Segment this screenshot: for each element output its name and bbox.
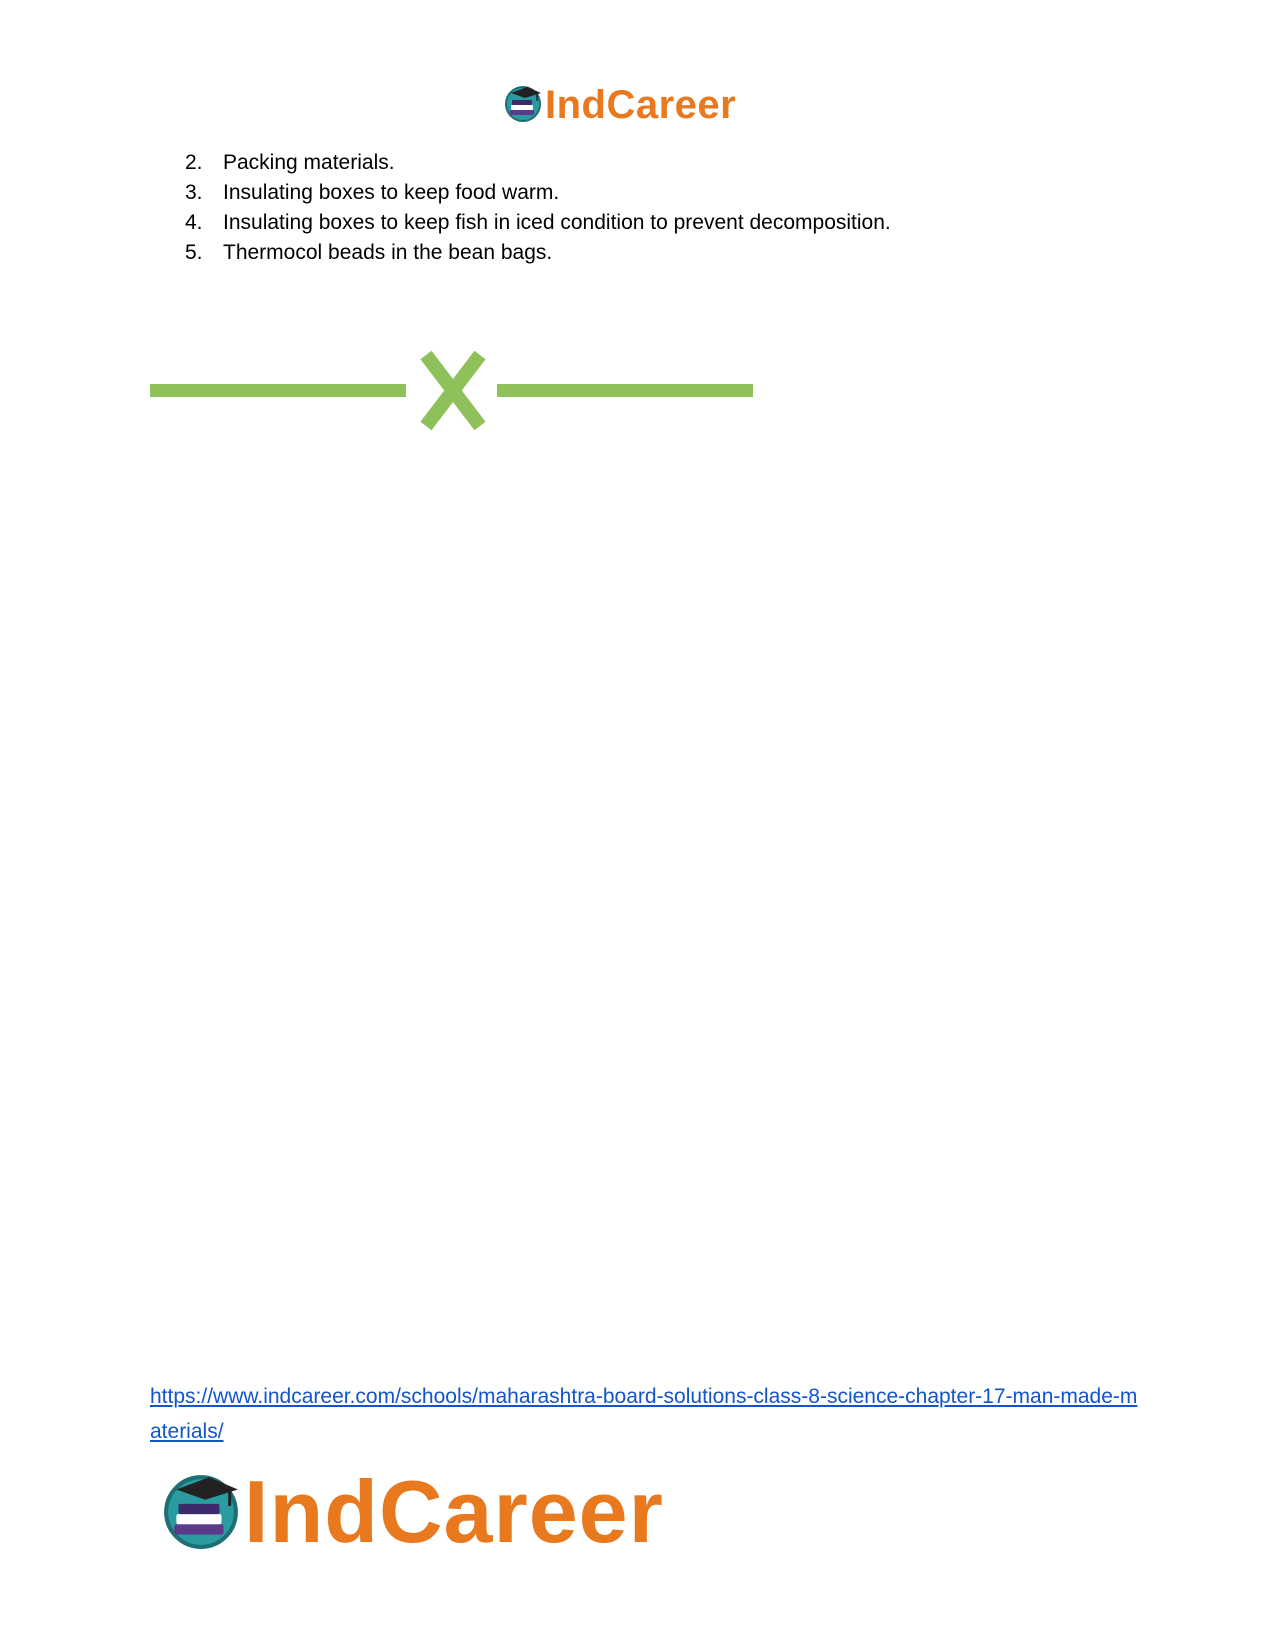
source-url-link[interactable]: https://www.indcareer.com/schools/maharashtra-board-solutions-class-8-science-chapter-17-man-made-materials/ bbox=[150, 1385, 1138, 1443]
list-item-number: 3. bbox=[185, 181, 203, 204]
list-item-number: 4. bbox=[185, 211, 203, 234]
x-divider-icon bbox=[150, 350, 760, 430]
list-item bbox=[185, 208, 891, 238]
section-separator bbox=[150, 350, 760, 430]
list-item-number: 5. bbox=[185, 241, 203, 264]
list-item bbox=[185, 178, 891, 208]
list-item-number: 2. bbox=[185, 151, 203, 174]
footer-logo-text: IndCareer bbox=[244, 1462, 664, 1561]
list-item bbox=[185, 148, 891, 178]
list-item-text: Packing materials. bbox=[223, 151, 395, 174]
footer-logo bbox=[160, 1462, 700, 1561]
list-item-text: Insulating boxes to keep fish in iced condition to prevent decomposition. bbox=[223, 211, 891, 234]
header-logo-text: IndCareer bbox=[545, 83, 737, 127]
list-item bbox=[185, 238, 891, 268]
header-logo bbox=[503, 80, 773, 130]
numbered-list bbox=[185, 148, 891, 268]
graduation-books-globe-icon bbox=[503, 83, 543, 128]
graduation-books-globe-icon bbox=[160, 1469, 242, 1556]
list-item-text: Thermocol beads in the bean bags. bbox=[223, 241, 553, 264]
list-item-text: Insulating boxes to keep food warm. bbox=[223, 181, 560, 204]
